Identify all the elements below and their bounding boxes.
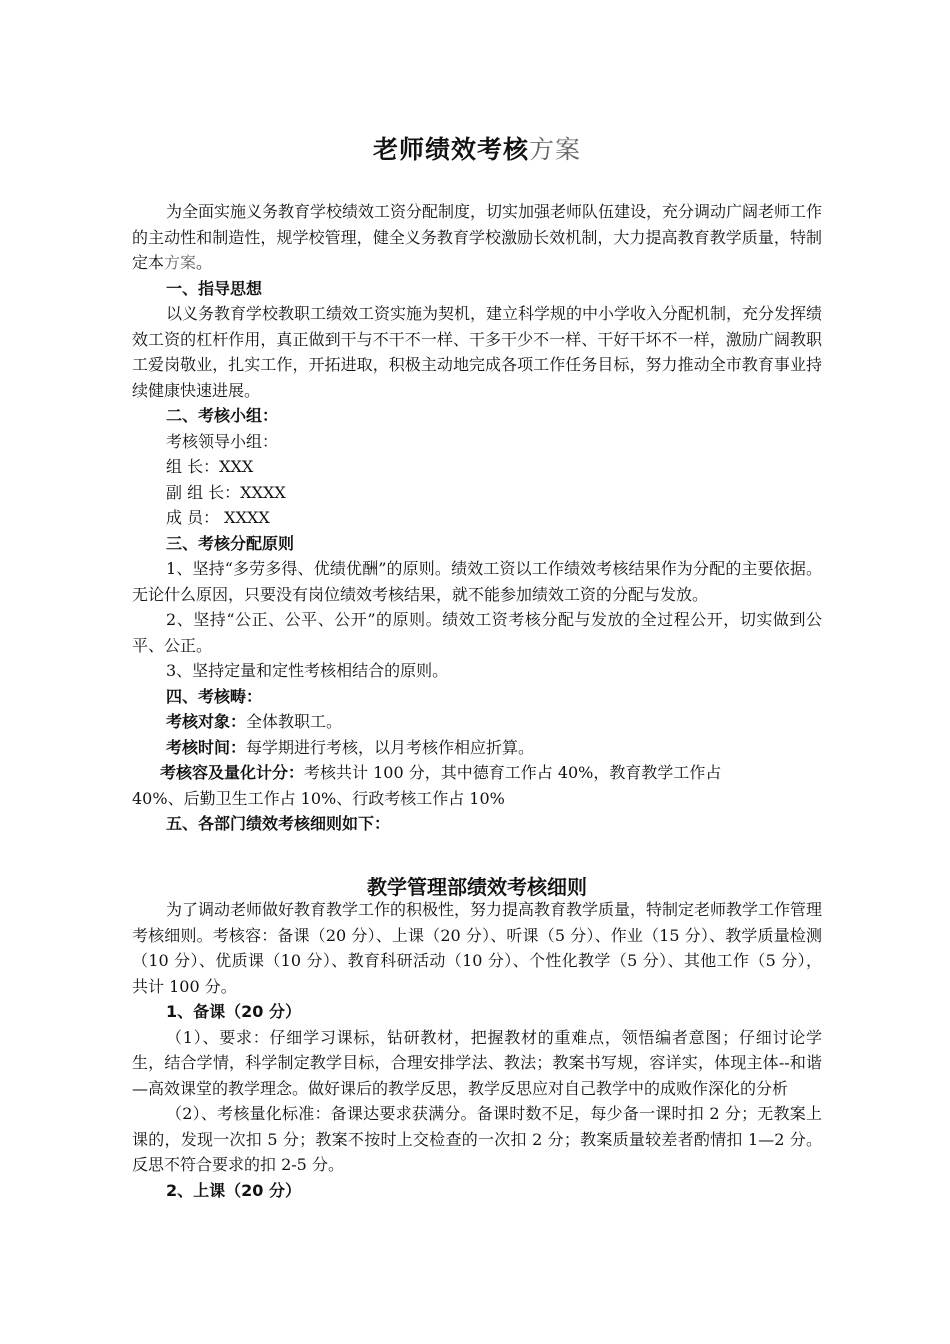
intro-paragraph — [132, 199, 822, 276]
assessment-time: 考核时间：每学期进行考核，以月考核作相应折算。 — [166, 737, 535, 757]
intro-suffix: 方案 — [164, 253, 197, 272]
section-5-heading: 五、各部门绩效考核细则如下： — [166, 814, 391, 833]
lesson-prep-requirements: （1）、要求：仔细学习课标，钻研教材，把握教材的重难点，领悟编者意图；仔细讨论学生，结合学情，科学制定教学目标，合理安排学法、教法；教案书写规，容详实，体现主体--和谐—高效课堂的教学理念。做好课后的教学反思，教学反思应对自己教学中的成败作深化的分析 — [132, 1027, 822, 1098]
teaching-intro: 为了调动老师做好教育教学工作的积极性，努力提高教育教学质量，特制定老师教学工作管理考核细则。考核容：备课（20 分）、上课（20 分）、听课（5 分）、作业（15 分）、教学质量检测（10 分）、优质课（10 分）、教育科研活动（10 分）、个性化教学（5 分）、其他工作（5 分），共计 100 分。 — [132, 900, 823, 996]
assessment-scoring-line-1: 考核容及量化计分：考核共计 100 分，其中德育工作占 40%，教育教学工作占 — [160, 763, 722, 782]
principle-2: 2、坚持“公正、公平、公开”的原则。绩效工资考核分配与发放的全过程公开，切实做到公平、公正。 — [132, 610, 822, 655]
lesson-prep-standards: （2）、考核量化标准：备课达要求获满分。备课时数不足，每少备一课时扣 2 分；无教案上课的，发现一次扣 5 分；教案不按时上交检查的一次扣 2 分；教案质量较差者酌情扣 1—2 分。反思不符合要求的扣 2-5 分。 — [132, 1104, 822, 1174]
section-1-paragraph: 以义务教育学校教职工绩效工资实施为契机，建立科学规的中小学收入分配机制，充分发挥绩效工资的杠杆作用，真正做到干与不干不一样、干多干少不一样、干好干坏不一样，激励广阔教职工爱岗敬业，扎实工作，开拓进取，积极主动地完成各项工作任务目标，努力推动全市教育事业持续健康快速进展。 — [132, 304, 823, 400]
section-1-heading: 一、指导思想 — [166, 278, 263, 298]
teaching-section-title: 教学管理部绩效考核细则 — [367, 875, 587, 899]
leader-group-label: 考核领导小组： — [166, 431, 279, 451]
intro-section — [132, 199, 822, 837]
group-head: 组 长：XXX — [166, 457, 254, 476]
intro-text: 为全面实施义务教育学校绩效工资分配制度，切实加强老师队伍建设，充分调动广阔老师工作的主动性和制造性，规学校管理，健全义务教育学校激励长效机制，大力提高教育教学质量，特制定本 — [132, 202, 823, 272]
assessment-target: 考核对象：全体教职工。 — [166, 712, 343, 731]
group-members: 成 员： XXXX — [166, 508, 270, 527]
teaching-section — [132, 897, 822, 1203]
section-3-heading: 三、考核分配原则 — [166, 533, 295, 553]
principle-1: 1、坚持“多劳多得、优绩优酬”的原则。绩效工资以工作绩效考核结果作为分配的主要依据。无论什么原因，只要没有岗位绩效考核结果，就不能参加绩效工资的分配与发放。 — [132, 559, 822, 604]
document-title — [132, 130, 822, 166]
class-heading: 2、上课（20 分） — [166, 1180, 301, 1200]
title-suffix: 方案 — [529, 135, 582, 164]
group-deputy: 副 组 长：XXXX — [166, 482, 286, 502]
lesson-prep-heading: 1、备课（20 分） — [166, 1002, 301, 1021]
assessment-scoring-line-2: 40%、后勤卫生工作占 10%、行政考核工作占 10% — [132, 788, 505, 808]
section-4-heading: 四、考核畴： — [166, 686, 263, 706]
section-2-heading: 二、考核小组： — [166, 406, 279, 425]
principle-3: 3、坚持定量和定性考核相结合的原则。 — [166, 661, 449, 680]
intro-end: 。 — [196, 253, 213, 272]
title-main: 老师绩效考核 — [372, 135, 529, 164]
